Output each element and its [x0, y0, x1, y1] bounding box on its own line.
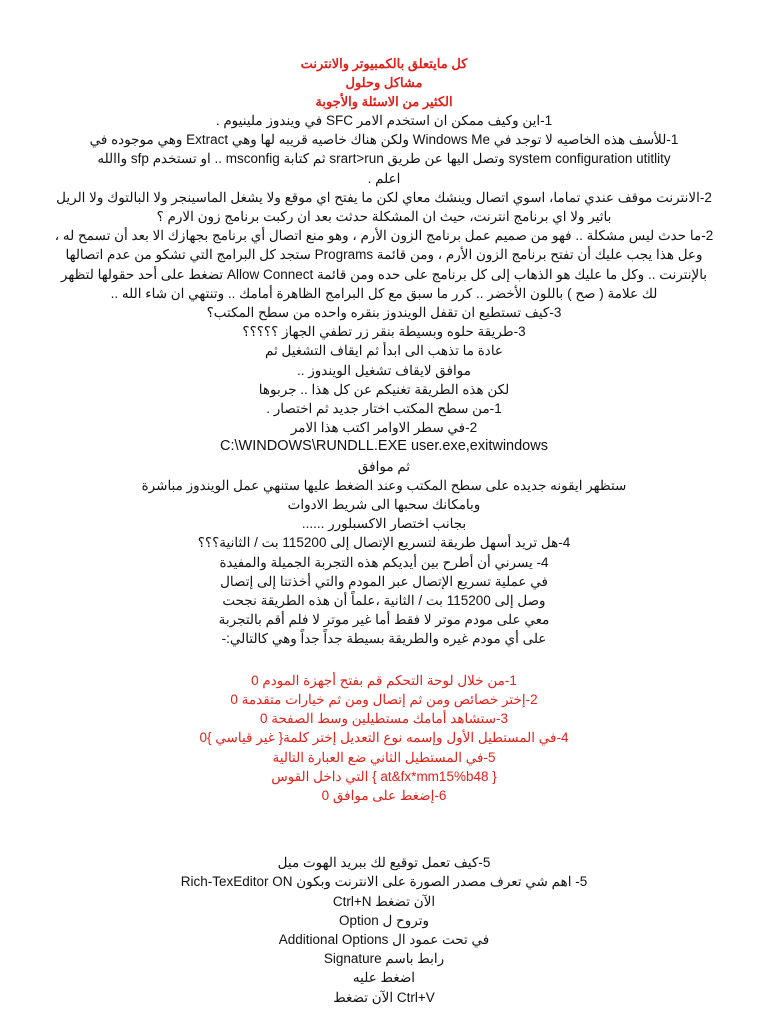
answer-line: معي على مودم موتر لا فقط أما غير موتر لا فلم أقم بالتجربة: [218, 612, 550, 628]
answer-line: اعلم .: [367, 170, 401, 186]
answer-line: ستظهر ايقونه جديده على سطح المكتب وعند الضغط عليها ستنهي عمل الويندوز مباشرة: [141, 477, 627, 493]
answer-line: رابط باسم Signature: [323, 951, 445, 967]
question-line: 4-هل تريد أسهل طريقة لتسريع الإتصال إلى 115200 بت / الثانية؟؟؟: [197, 535, 571, 551]
question-line: 2-الانترنت موقف عندي تماما، اسوي اتصال وينشك معاي لكن ما يفتح اي موقع ولا يشغل الماسينجر ولا البالتوك ولا الريل: [56, 189, 712, 205]
answer-line: موافق لايقاف تشغيل الويندوز ..: [297, 362, 471, 378]
answer-line: وتروح ل Option: [338, 912, 430, 928]
command-line: C:\WINDOWS\RUNDLL.EXE user.exe,exitwindows: [220, 438, 548, 455]
answer-line: بالإنترنت .. وكل ما عليك هو الذهاب إلى كل برنامج على حده ومن قائمة Allow Connect تضغط على أحد حقولها لتظهر: [60, 266, 708, 282]
question-line: 3-كيف تستطيع ان تقفل الويندوز بنقره واحده من سطح المكتب؟: [206, 305, 562, 321]
spacer: [20, 649, 748, 671]
answer-line: وعل هذا يجب عليك أن تفتح برنامج الزون الأرم ، ومن قائمة Programs ستجد كل البرامج التي تشكو من عدم اتصالها: [65, 247, 703, 263]
answer-line: في عملية تسريع الإتصال عبر المودم والتي أخذتنا إلى إتصال: [220, 573, 548, 589]
answer-line: الآن تضغط Ctrl+N: [332, 893, 436, 909]
answer-line: Ctrl+V الآن تضغط: [333, 989, 435, 1005]
answer-line: ثم موافق: [357, 458, 411, 474]
answer-line: 3-طريقة حلوه وبسيطة بنقر زر تطفي الجهاز ؟؟؟؟؟: [242, 324, 526, 340]
step-line: { at&fx*mm15%b48 } التي داخل القوس: [271, 768, 497, 784]
answer-line: لك علامة ( صح ) باللون الأخضر .. كرر ما سبق مع كل البرامج الظاهرة أمامك .. وتنتهي ان شاء الله ..: [110, 285, 658, 301]
answer-line: 5- اهم شي تعرف مصدر الصورة على الانترنت وبكون Rich-TexEditor ON: [180, 874, 588, 890]
answer-line: 1-من سطح المكتب اختار جديد ثم اختصار .: [266, 401, 502, 417]
answer-line: في تحت عمود ال Additional Options: [278, 931, 490, 947]
answer-line: بجانب اختصار الاكسبلورر ......: [301, 516, 467, 532]
step-line: 6-إضغط على موافق 0: [321, 787, 447, 803]
spacer: [20, 805, 748, 853]
answer-line: عادة ما تذهب الى ابدأ ثم ايقاف التشغيل ثم: [264, 343, 503, 359]
answer-line: وصل إلى 115200 بت / الثانية ،علماً أن هذه الطريقة نجحت: [222, 593, 546, 609]
answer-line: 1-للأسف هذه الخاصيه لا توجد في Windows Me ولكن هناك خاصيه قريبه لها وهي Extract وهي موجوده في: [89, 132, 679, 148]
answer-line: اضغط عليه: [352, 970, 416, 986]
step-line: 2-إختر خصائص ومن ثم إتصال ومن ثم خيارات متقدمة 0: [230, 691, 538, 707]
step-line: 4-في المستطيل الأول وإسمه نوع التعديل إختر كلمة{ غير قياسي }0: [199, 730, 569, 746]
answer-line: 2-ما حدث ليس مشكلة .. فهو من صميم عمل برنامج الزون الأرم ، وهو منع اتصال أي برنامج بجهازك الا بعد أن تسمح له ،: [54, 228, 714, 244]
question-line: باثير ولا اي برنامج انترنت، حيث ان المشكلة حدثت بعد ان ركبت برنامج زون الارم ؟: [156, 209, 612, 225]
answer-line: لكن هذه الطريقة تغنيكم عن كل هذا .. جربوها: [258, 381, 510, 397]
answer-line: على أي مودم غيره والطريقة بسيطة جداً جداً وهي كالتالي:-: [221, 631, 547, 647]
question-line: 1-اين وكيف ممكن ان استخدم الامر SFC في ويندوز ملينيوم .: [215, 113, 553, 128]
answer-line: 4- يسرني أن أطرح بين أيديكم هذه التجربة الجميلة والمفيدة: [219, 554, 549, 570]
title-line: مشاكل وحلول: [345, 75, 423, 90]
step-line: 3-ستشاهد أمامك مستطيلين وسط الصفحة 0: [259, 711, 509, 727]
answer-line: وبامكانك سحبها الى شريط الادوات: [287, 497, 481, 513]
question-line: 5-كيف تعمل توقيع لك ببريد الهوت ميل: [277, 855, 491, 871]
answer-line: 2-في سطر الاوامر اكتب هذا الامر: [290, 420, 478, 436]
answer-line: system configuration utitlity وتصل اليها عن طريق srart>run ثم كتابة msconfig .. او تستخدم sfp واالله: [97, 151, 671, 167]
step-line: 5-في المستطيل الثاني ضع العبارة التالية: [272, 749, 496, 765]
step-line: 1-من خلال لوحة التحكم قم بفتح أجهزة المودم 0: [251, 672, 517, 688]
title-line: كل مايتعلق بالكمبيوتر والانترنت: [300, 56, 468, 71]
title-line: الكثير من الاسئلة والأجوبة: [315, 94, 453, 109]
